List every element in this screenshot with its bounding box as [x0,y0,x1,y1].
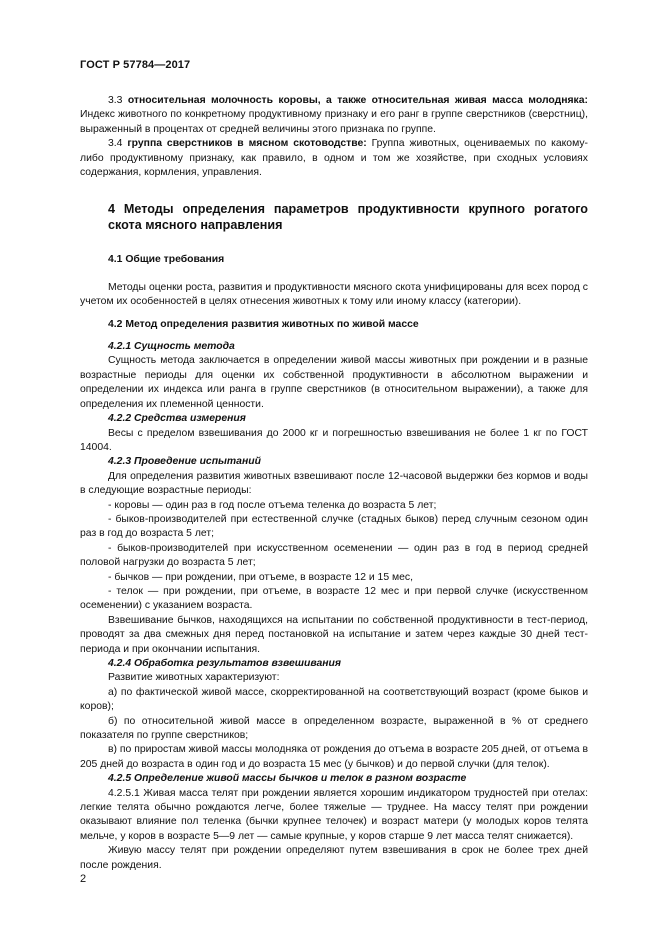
section-4-2-3-intro: Для определения развития животных взвешивают после 12-часовой выдержки без кормов и воды в следующие возрастные периоды: [80,470,588,497]
section-4-2-2-text: Весы с пределом взвешивания до 2000 кг и погрешностью взвешивания не более 1 кг по ГОСТ 14004. [80,427,588,453]
list-item: а) по фактической живой массе, скорректированной на соответствующий возраст (кроме быков и коров); [80,686,588,713]
page-number: 2 [80,873,87,885]
term-definition-text: Индекс животного по конкретному продуктивному признаку и его ранг в группе сверстников (сверстниц), выраженный в процентах от средней величины этого признака по группе. [80,109,588,135]
section-4-2-5-1-text-continued: Живую массу телят при рождении определяют путем взвешивания в срок не более трех дней после рождения. [80,845,588,871]
section-4-2-1-title: 4.2.1 Сущность метода [108,341,235,353]
section-4-1-title: 4.1 Общие требования [108,254,225,266]
list-item: - коровы — один раз в год после отъема теленка до возраста 5 лет; [108,499,437,511]
section-4-2-5-title: 4.2.5 Определение живой массы бычков и телок в разном возрасте [108,773,467,785]
list-item: б) по относительной живой массе в определенном возрасте, выраженной в % от среднего показателя по группе сверстников; [80,715,588,742]
list-item: - быков-производителей при естественной случке (стадных быков) перед случным сезоном один раз в год до возраста 5 лет; [80,513,588,540]
section-4-2-4-title: 4.2.4 Обработка результатов взвешивания [108,658,342,669]
term-definition-title: относительная молочность коровы, а также относительная живая масса молодняка: [127,95,588,106]
list-item: в) по приростам живой массы молодняка от рождения до отъема в возрасте 205 дней, от отъема в 205 дней до возраста в один год и до возраста 15 мес (у бычков) и до первой случки (для телок). [80,744,588,770]
section-4-2-2-title: 4.2.2 Средства измерения [108,413,246,425]
clause-3-3 [80,94,588,137]
section-4-2-3-after: Взвешивание бычков, находящихся на испытании по собственной продуктивности в тест-период, проводят за два смежных дня перед постановкой на испытание и затем через каждые 30 дней тест-периода и при окончании испытания. [80,614,588,655]
list-item: - бычков — при рождении, при отъеме, в возрасте 12 и 15 мес, [108,571,414,583]
term-definition-text: Группа животных, оцениваемых по какому-либо продуктивному признаку, как правило, в одном и том же хозяйстве, при сходных условиях содержания, кормления, управления. [80,138,588,179]
clause-number: 3.3 [108,95,128,106]
section-4-2-title: 4.2 Метод определения развития животных по живой массе [108,318,419,330]
document-header: ГОСТ Р 57784—2017 [80,59,191,71]
section-4-2-4-intro: Развитие животных характеризуют: [108,672,280,684]
term-definition-title: группа сверстников в мясном скотоводстве: [127,138,367,150]
page-content [80,94,588,873]
section-4-1-text: Методы оценки роста, развития и продуктивности мясного скота унифицированы для всех пород с учетом их особенностей в целях отнесения животных к тому или иному классу (категории). [80,281,588,308]
clause-3-4 [80,137,588,180]
section-4-2-3-title: 4.2.3 Проведение испытаний [108,456,261,468]
section-4-2-1-text: Сущность метода заключается в определении живой массы животных при рождении и в разные возрастные периоды для оценки их собственной продуктивности в абсолютном выражении и определении их индекса или ранга в группе сверстников (в относительном выражении), а также для определения их племенной ценности. [80,355,588,410]
clause-number: 3.4 [108,138,128,150]
list-item: - телок — при рождении, при отъеме, в возрасте 12 мес и при первой случке (искусственном осеменении) с указанием возраста. [80,585,588,612]
list-item: - быков-производителей при искусственном осеменении — один раз в год в период средней половой нагрузки до возраста 5 лет; [80,542,588,569]
section-4-2-5-1-text: 4.2.5.1 Живая масса телят при рождении является хорошим индикатором трудностей при отелах: легкие телята обычно рождаются легче, более тяжелые — труднее. На массу телят при рождении оказывают влияние пол теленка (бычки крупнее телочек) и возраст матери (у молодых коров телята мельче, у коров в возрасте 5—9 лет — самые крупные, у коров старше 9 лет масса телят снижается). [80,787,588,842]
section-4-title: 4 Методы определения параметров продуктивности крупного рогатого скота мясного направления [108,202,588,233]
